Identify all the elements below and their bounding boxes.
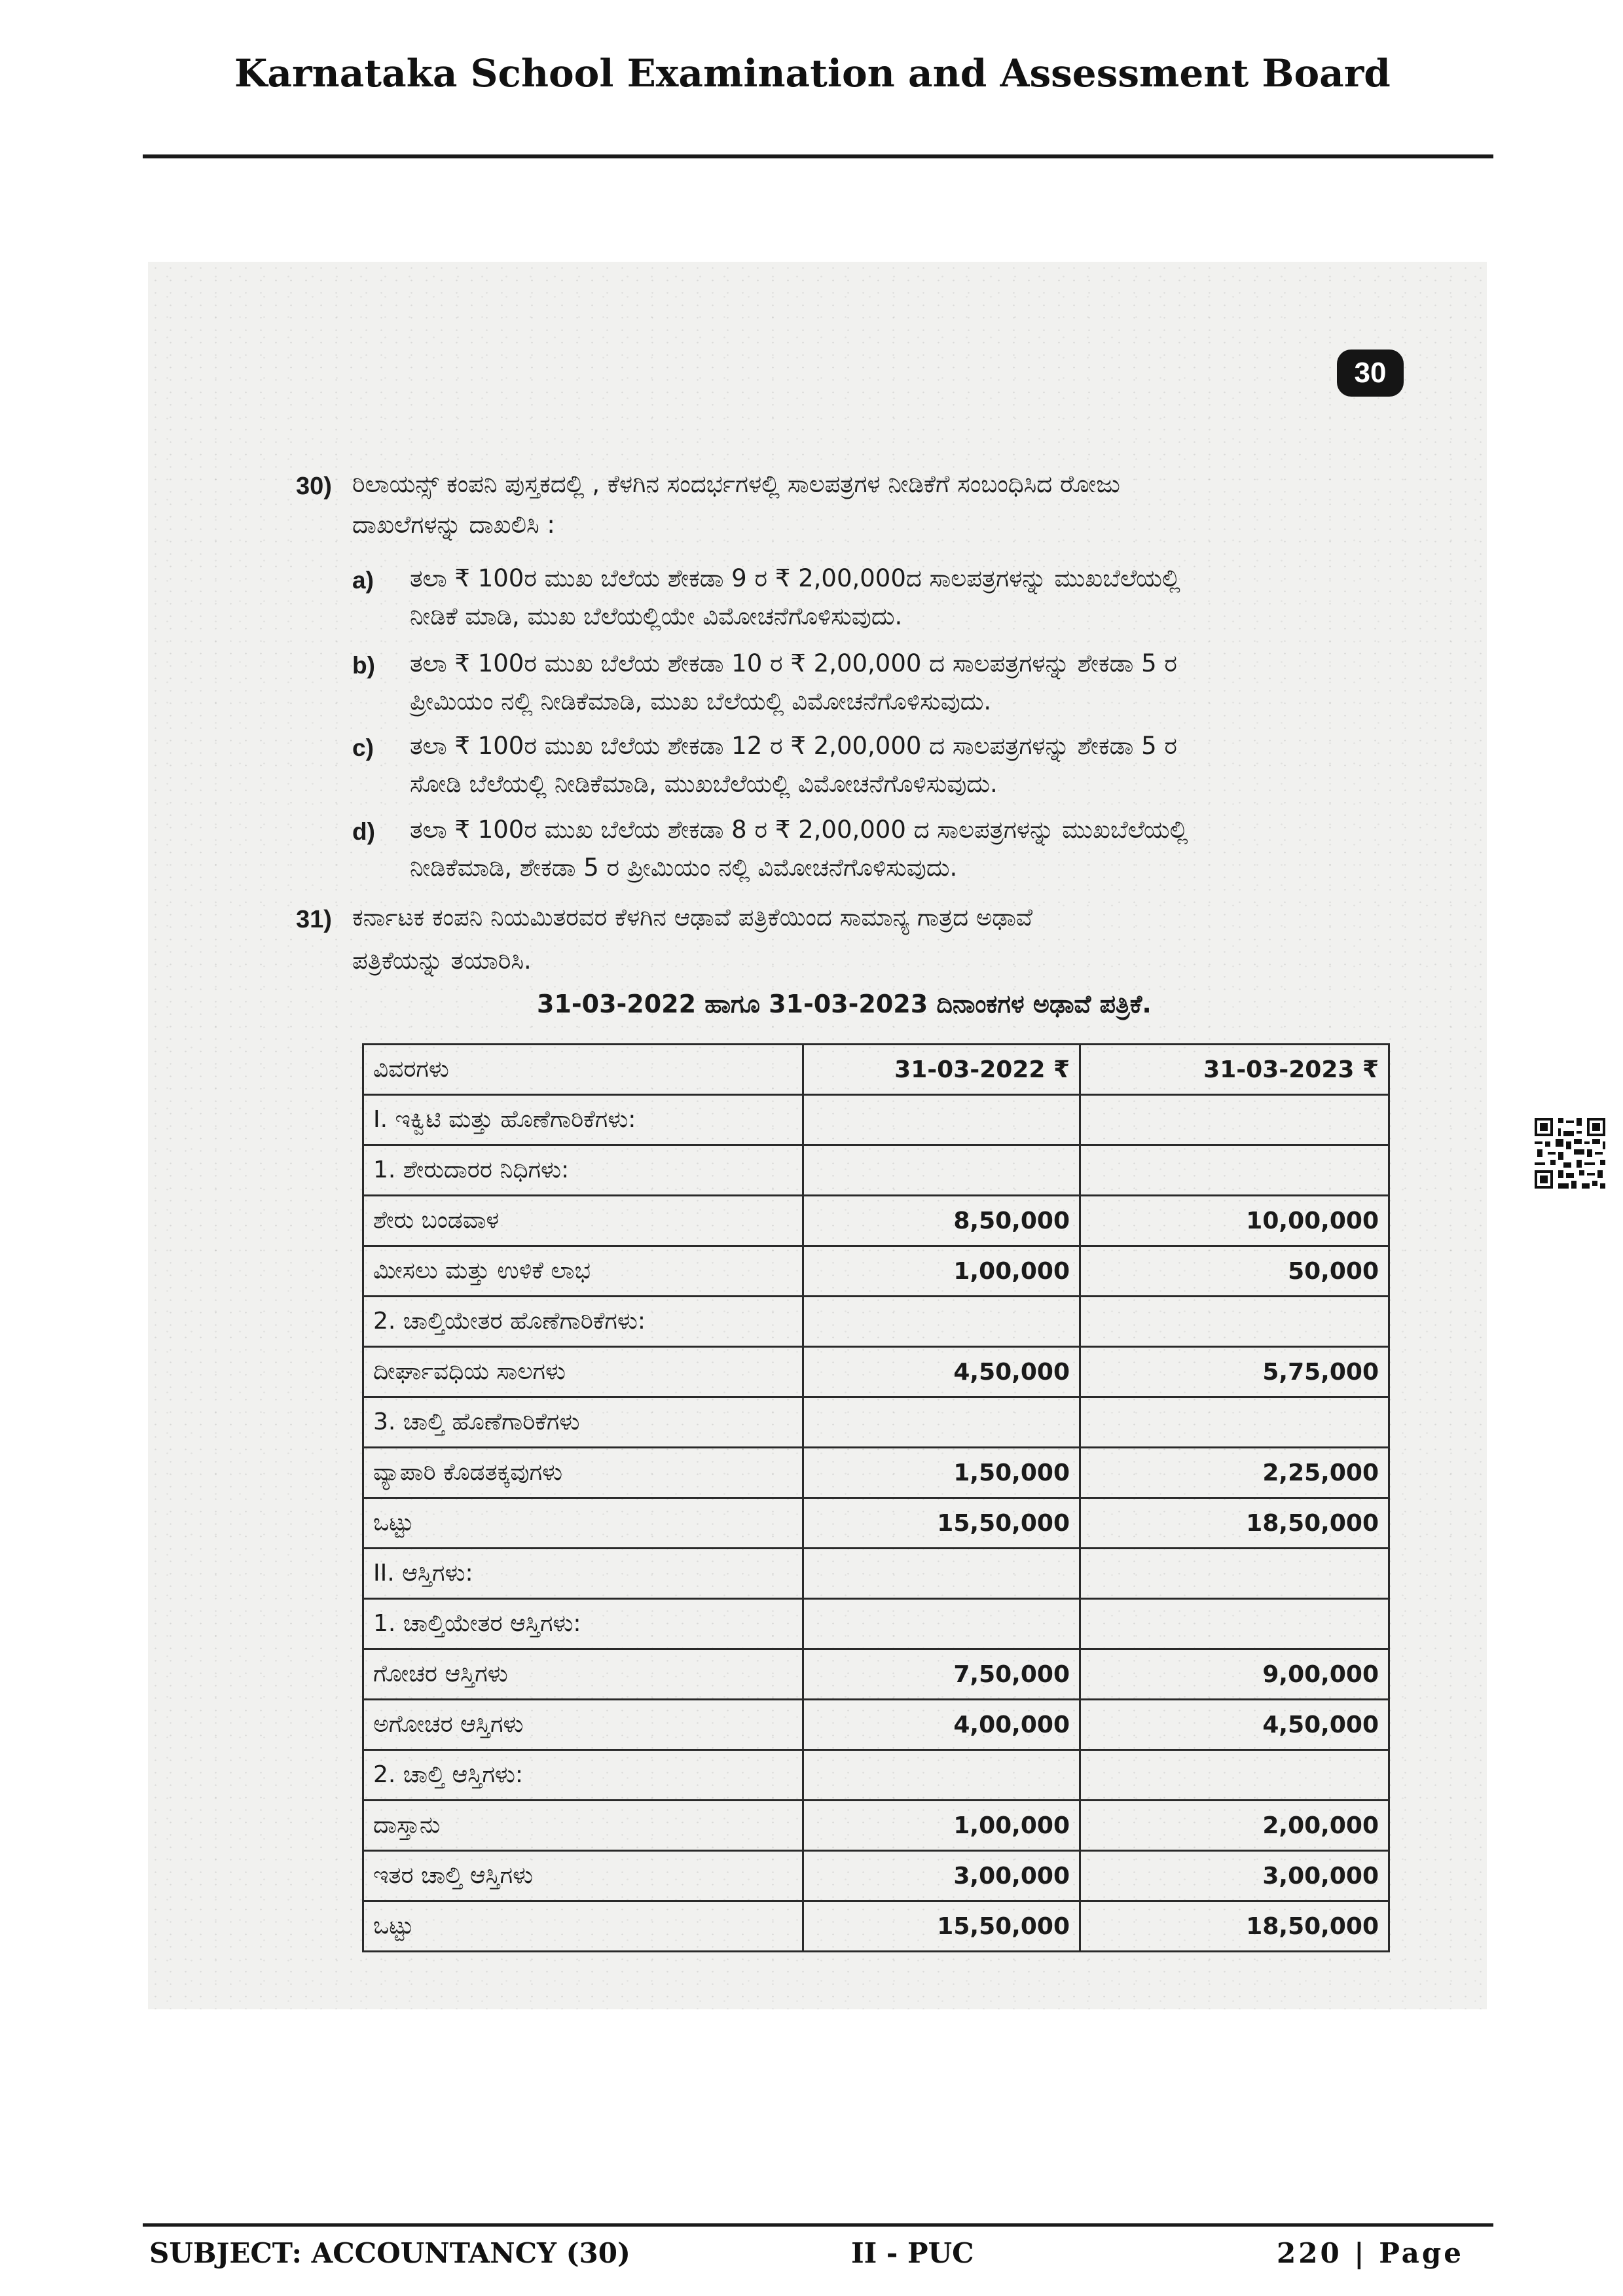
value-2022 [803,1397,1080,1448]
question-30-line-1: ರಿಲಾಯನ್ಸ್ ಕಂಪನಿ ಪುಸ್ತಕದಲ್ಲಿ , ಕೆಳಗಿನ ಸಂದರ್ಭಗಳಲ್ಲಿ ಸಾಲಪತ್ರಗಳ ನೀಡಿಕೆಗೆ ಸಂಬಂಧಿಸಿದ ರೋಜು [352,470,1120,498]
row-label: ದೀರ್ಘಾವಧಿಯ ಸಾಲಗಳು [363,1347,803,1397]
value-2023: 18,50,000 [1080,1498,1389,1549]
question-30-part-b-label: b) [352,652,375,679]
question-31-line-1: ಕರ್ನಾಟಕ ಕಂಪನಿ ನಿಯಮಿತರವರ ಕೆಳಗಿನ ಆಢಾವೆ ಪತ್ರಿಕೆಯಿಂದ ಸಾಮಾನ್ಯ ಗಾತ್ರದ ಅಢಾವೆ [352,903,1033,931]
question-30-part-a-line-2: ನೀಡಿಕೆ ಮಾಡಿ, ಮುಖ ಬೆಲೆಯಲ್ಲಿಯೇ ವಿಮೋಚನೆಗೊಳಿಸುವುದು. [410,602,903,630]
value-2023: 18,50,000 [1080,1901,1389,1952]
question-30-part-c-line-1: ತಲಾ ₹ 100ರ ಮುಖ ಬೆಲೆಯ ಶೇಕಡಾ 12 ರ ₹ 2,00,000 ದ ಸಾಲಪತ್ರಗಳನ್ನು ಶೇಕಡಾ 5 ರ [410,732,1177,760]
table-row [363,1599,1389,1649]
value-2022: 3,00,000 [803,1851,1080,1901]
row-label: 2. ಚಾಲ್ತಿ ಆಸ್ತಿಗಳು: [363,1750,803,1801]
question-30-part-c-line-2: ಸೋಡಿ ಬೆಲೆಯಲ್ಲಿ ನೀಡಿಕೆಮಾಡಿ, ಮುಖಬೆಲೆಯಲ್ಲಿ ವಿಮೋಚನೆಗೊಳಿಸುವುದು. [410,770,998,798]
table-row [363,1801,1389,1851]
row-label: ಶೇರು ಬಂಡವಾಳ [363,1196,803,1246]
table-row-total [363,1901,1389,1952]
table-row [363,1549,1389,1599]
table-row [363,1750,1389,1801]
page-badge: 30 [1337,350,1404,397]
value-2022: 4,50,000 [803,1347,1080,1397]
table-header-row [363,1045,1389,1095]
header-divider [143,154,1493,158]
value-2022 [803,1599,1080,1649]
table-row [363,1649,1389,1700]
column-header-particulars: ವಿವರಗಳು [363,1045,803,1095]
row-label: 3. ಚಾಲ್ತಿ ಹೊಣೆಗಾರಿಕೆಗಳು [363,1397,803,1448]
value-2023: 2,25,000 [1080,1448,1389,1498]
page-title: Karnataka School Examination and Assessment Board [234,51,1391,96]
value-2023 [1080,1549,1389,1599]
row-label: ಇತರ ಚಾಲ್ತಿ ಆಸ್ತಿಗಳು [363,1851,803,1901]
table-row-total [363,1498,1389,1549]
value-2022 [803,1549,1080,1599]
value-2022 [803,1750,1080,1801]
value-2022 [803,1145,1080,1196]
question-30-part-c-label: c) [352,734,374,761]
question-30-part-d-line-1: ತಲಾ ₹ 100ರ ಮುಖ ಬೆಲೆಯ ಶೇಕಡಾ 8 ರ ₹ 2,00,000 ದ ಸಾಲಪತ್ರಗಳನ್ನು ಮುಖಬೆಲೆಯಲ್ಲಿ [410,816,1188,844]
value-2022: 1,00,000 [803,1801,1080,1851]
question-30-part-b-line-1: ತಲಾ ₹ 100ರ ಮುಖ ಬೆಲೆಯ ಶೇಕಡಾ 10 ರ ₹ 2,00,000 ದ ಸಾಲಪತ್ರಗಳನ್ನು ಶೇಕಡಾ 5 ರ [410,649,1177,677]
question-30-line-2: ದಾಖಲೆಗಳನ್ನು ದಾಖಲಿಸಿ : [352,511,555,539]
question-30-part-a-line-1: ತಲಾ ₹ 100ರ ಮುಖ ಬೆಲೆಯ ಶೇಕಡಾ 9 ರ ₹ 2,00,000ದ ಸಾಲಪತ್ರಗಳನ್ನು ಮುಖಬೆಲೆಯಲ್ಲಿ [410,564,1180,592]
value-2022: 1,50,000 [803,1448,1080,1498]
value-2023: 50,000 [1080,1246,1389,1297]
footer-divider [143,2223,1493,2227]
question-31-line-2: ಪತ್ರಿಕೆಯನ್ನು ತಯಾರಿಸಿ. [352,946,532,975]
value-2023: 10,00,000 [1080,1196,1389,1246]
value-2023: 4,50,000 [1080,1700,1389,1750]
value-2023: 5,75,000 [1080,1347,1389,1397]
table-row [363,1347,1389,1397]
table-row [363,1397,1389,1448]
table-row [363,1196,1389,1246]
row-label: ಒಟ್ಟು [363,1498,803,1549]
table-row [363,1851,1389,1901]
value-2023 [1080,1145,1389,1196]
table-row [363,1700,1389,1750]
value-2023 [1080,1750,1389,1801]
value-2022: 4,00,000 [803,1700,1080,1750]
qr-code-icon [1532,1115,1608,1191]
footer-page-number: 220 | Page [1277,2237,1464,2269]
footer-subject: SUBJECT: ACCOUNTANCY (30) [149,2237,630,2269]
row-label: 1. ಚಾಲ್ತಿಯೇತರ ಆಸ್ತಿಗಳು: [363,1599,803,1649]
value-2023: 3,00,000 [1080,1851,1389,1901]
value-2022: 1,00,000 [803,1246,1080,1297]
value-2023 [1080,1397,1389,1448]
row-label: 2. ಚಾಲ್ತಿಯೇತರ ಹೊಣೆಗಾರಿಕೆಗಳು: [363,1297,803,1347]
table-row [363,1095,1389,1145]
table-row [363,1246,1389,1297]
value-2022: 8,50,000 [803,1196,1080,1246]
question-30-number: 30) [296,473,332,500]
row-label: ಗೋಚರ ಆಸ್ತಿಗಳು [363,1649,803,1700]
row-label: ಒಟ್ಟು [363,1901,803,1952]
value-2022 [803,1095,1080,1145]
row-label: ಮೀಸಲು ಮತ್ತು ಉಳಿಕೆ ಲಾಭ [363,1246,803,1297]
value-2023: 9,00,000 [1080,1649,1389,1700]
row-label: 1. ಶೇರುದಾರರ ನಿಧಿಗಳು: [363,1145,803,1196]
value-2022: 15,50,000 [803,1901,1080,1952]
value-2023 [1080,1297,1389,1347]
row-label: I. ಇಕ್ವಿಟಿ ಮತ್ತು ಹೊಣೆಗಾರಿಕೆಗಳು: [363,1095,803,1145]
footer-class: II - PUC [851,2237,974,2269]
row-label: ಅಗೋಚರ ಆಸ್ತಿಗಳು [363,1700,803,1750]
table-row [363,1297,1389,1347]
question-30-part-b-line-2: ಪ್ರೀಮಿಯಂ ನಲ್ಲಿ ನೀಡಿಕೆಮಾಡಿ, ಮುಖ ಬೆಲೆಯಲ್ಲಿ ವಿಮೋಚನೆಗೊಳಿಸುವುದು. [410,687,992,715]
value-2023: 2,00,000 [1080,1801,1389,1851]
question-30-part-d-line-2: ನೀಡಿಕೆಮಾಡಿ, ಶೇಕಡಾ 5 ರ ಪ್ರೀಮಿಯಂ ನಲ್ಲಿ ವಿಮೋಚನೆಗೊಳಿಸುವುದು. [410,853,958,882]
balance-sheet-table [362,1043,1390,1952]
balance-sheet-caption: 31-03-2022 ಹಾಗೂ 31-03-2023 ದಿನಾಂಕಗಳ ಅಢಾವೆ ಪತ್ರಿಕೆ. [537,990,1152,1018]
column-header-2022: 31-03-2022 ₹ [803,1045,1080,1095]
table-row [363,1145,1389,1196]
table-row [363,1448,1389,1498]
value-2023 [1080,1599,1389,1649]
row-label: II. ಆಸ್ತಿಗಳು: [363,1549,803,1599]
value-2022 [803,1297,1080,1347]
value-2022: 15,50,000 [803,1498,1080,1549]
column-header-2023: 31-03-2023 ₹ [1080,1045,1389,1095]
row-label: ದಾಸ್ತಾನು [363,1801,803,1851]
question-30-part-a-label: a) [352,567,374,594]
value-2022: 7,50,000 [803,1649,1080,1700]
question-31-number: 31) [296,906,332,933]
question-30-part-d-label: d) [352,818,375,845]
value-2023 [1080,1095,1389,1145]
row-label: ವ್ಯಾಪಾರಿ ಕೊಡತಕ್ಕವುಗಳು [363,1448,803,1498]
